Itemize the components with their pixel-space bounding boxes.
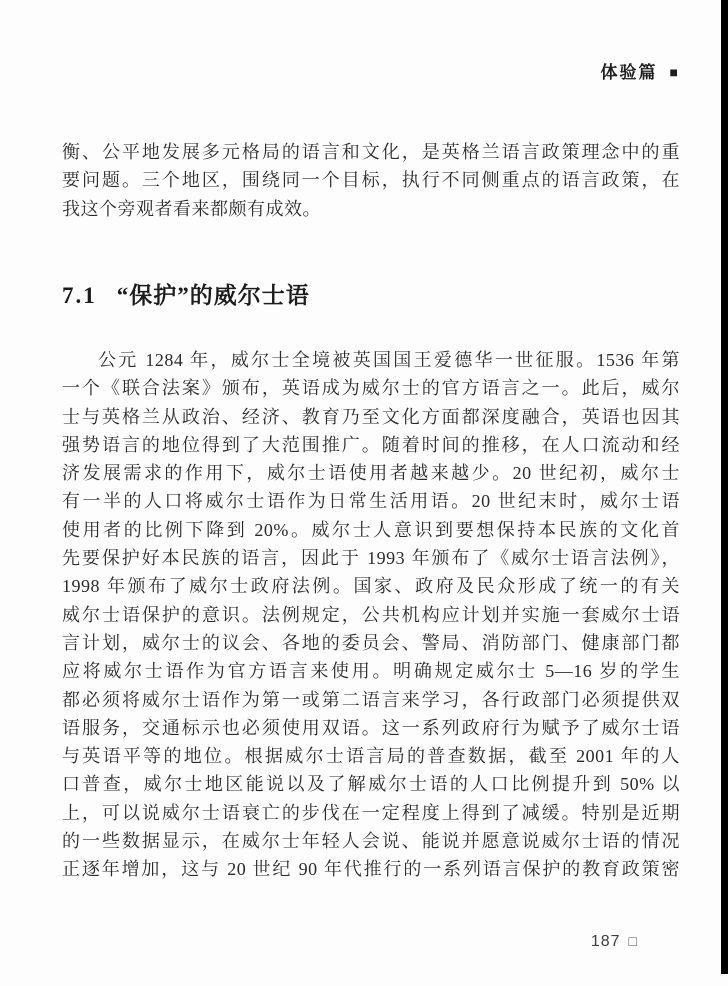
section-number: 7.1 bbox=[62, 283, 97, 308]
paragraph-line: 我这个旁观者看来都颇有成效。 bbox=[62, 198, 321, 219]
paragraph-line: 的一些数据显示，在威尔士年轻人会说、能说并愿意说威尔士语的情况 bbox=[62, 831, 680, 852]
intro-paragraph bbox=[62, 138, 680, 223]
paragraph-line: 言计划，威尔士的议会、各地的委员会、警局、消防部门、健康部门都 bbox=[62, 632, 680, 653]
paragraph-line: 使用者的比例下降到 20%。威尔士人意识到要想保持本民族的文化首 bbox=[62, 519, 680, 540]
paragraph-line: 都必须将威尔士语作为第一或第二语言来学习，各行政部门必须提供双 bbox=[62, 689, 680, 710]
paragraph-line: 口普查，威尔士地区能说以及了解威尔士语的人口比例提升到 50% 以 bbox=[62, 774, 680, 795]
scan-edge-bar bbox=[721, 0, 728, 974]
outline-square-icon: □ bbox=[628, 933, 638, 949]
paragraph-line: 强势语言的地位得到了大范围推广。随着时间的推移，在人口流动和经 bbox=[62, 434, 680, 455]
page-footer bbox=[591, 933, 638, 951]
section-title: “保护”的威尔士语 bbox=[116, 283, 310, 308]
section-heading bbox=[62, 279, 310, 312]
paragraph-line: 应将威尔士语作为官方语言来使用。明确规定威尔士 5—16 岁的学生 bbox=[62, 661, 680, 682]
paragraph-line: 1998 年颁布了威尔士政府法例。国家、政府及民众形成了统一的有关 bbox=[62, 576, 680, 597]
paragraph-line: 士与英格兰从政治、经济、教育乃至文化方面都深度融合，英语也因其 bbox=[62, 406, 680, 427]
page-number: 187 bbox=[590, 933, 621, 950]
paragraph-line: 语服务，交通标示也必须使用双语。这一系列政府行为赋予了威尔士语 bbox=[62, 717, 680, 738]
paragraph-line: 公元 1284 年，威尔士全境被英国国王爱德华一世征服。1536 年第 bbox=[98, 350, 680, 370]
paragraph-line: 上，可以说威尔士语衰亡的步伐在一定程度上得到了减缓。特别是近期 bbox=[62, 802, 680, 823]
paragraph-line: 先要保护好本民族的语言，因此于 1993 年颁布了《威尔士语言法例》， bbox=[62, 548, 680, 569]
paragraph-line: 有一半的人口将威尔士语作为日常生活用语。20 世纪末时，威尔士语 bbox=[62, 491, 680, 512]
paragraph-line: 一个《联合法案》颁布，英语成为威尔士的官方语言之一。此后，威尔 bbox=[62, 378, 680, 399]
paragraph-line: 济发展需求的作用下，威尔士语使用者越来越少。20 世纪初，威尔士 bbox=[62, 463, 680, 484]
paragraph-line: 要问题。三个地区，围绕同一个目标，执行不同侧重点的语言政策，在 bbox=[62, 170, 680, 191]
paragraph-line: 正逐年增加，这与 20 世纪 90 年代推行的一系列语言保护的教育政策密 bbox=[62, 859, 680, 880]
paragraph-line: 衡、公平地发展多元格局的语言和文化，是英格兰语言政策理念中的重 bbox=[62, 142, 680, 162]
running-header-label: 体验篇 bbox=[600, 63, 658, 82]
paragraph-line: 与英语平等的地位。根据威尔士语言局的普查数据，截至 2001 年的人 bbox=[62, 746, 680, 767]
body-paragraph bbox=[62, 346, 680, 884]
paragraph-line: 威尔士语保护的意识。法例规定，公共机构应计划并实施一套威尔士语 bbox=[62, 604, 680, 625]
filled-square-icon: ■ bbox=[669, 66, 678, 81]
running-header bbox=[62, 58, 678, 83]
